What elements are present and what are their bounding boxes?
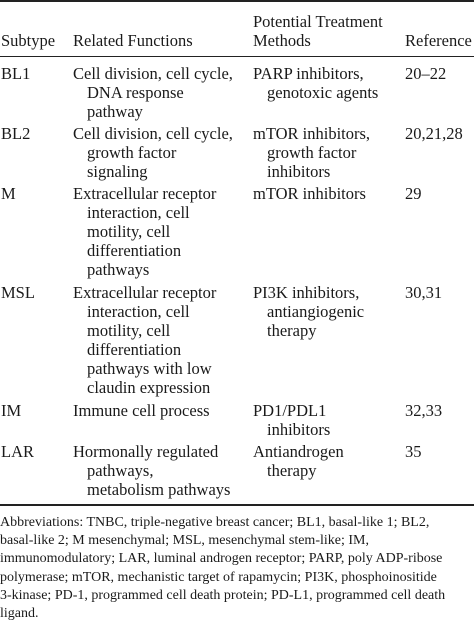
footnote-line: ligand.	[0, 606, 39, 622]
cell-functions: Immune cell process	[73, 401, 210, 420]
header-reference: Reference	[405, 31, 472, 50]
footnote-line: 3-kinase; PD-1, programmed cell death protein; PD-L1, programmed cell death	[0, 587, 446, 603]
cell-functions: Cell division, cell cycle, DNA response pathway	[73, 64, 233, 121]
cell-reference: 32,33	[405, 401, 443, 420]
cell-subtype: MSL	[1, 283, 35, 302]
cell-functions: Extracellular receptor interaction, cell motility, cell differentiation pathways with low claudin expression	[73, 283, 217, 397]
header-related-functions: Related Functions	[73, 31, 193, 50]
cell-subtype: LAR	[1, 442, 34, 461]
cell-reference: 20–22	[405, 64, 447, 83]
footnote	[0, 514, 474, 623]
top-rule	[0, 0, 474, 2]
cell-reference: 30,31	[405, 283, 443, 302]
cell-treatment: Antiandrogen therapy	[253, 442, 344, 480]
cell-subtype: IM	[1, 401, 22, 420]
cell-treatment: mTOR inhibitors	[253, 184, 366, 203]
footnote-line: polymerase; mTOR, mechanistic target of rapamycin; PI3K, phosphoinositide	[0, 569, 437, 585]
footnote-line: immunomodulatory; LAR, luminal androgen receptor; PARP, poly ADP-ribose	[0, 551, 443, 567]
cell-functions: Hormonally regulated pathways, metabolism pathways	[73, 442, 231, 499]
cell-subtype: BL2	[1, 124, 31, 143]
footnote-line: basal-like 2; M mesenchymal; MSL, mesenchymal stem-like; IM,	[0, 533, 369, 549]
cell-treatment: mTOR inhibitors, growth factor inhibitors	[253, 124, 371, 181]
cell-subtype: BL1	[1, 64, 31, 83]
cell-reference: 20,21,28	[405, 124, 463, 143]
footnote-line: Abbreviations: TNBC, triple-negative breast cancer; BL1, basal-like 1; BL2,	[0, 515, 430, 530]
cell-treatment: PI3K inhibitors, antiangiogenic therapy	[253, 283, 365, 340]
cell-treatment: PD1/PDL1 inhibitors	[253, 401, 331, 439]
cell-reference: 29	[405, 184, 422, 203]
cell-functions: Cell division, cell cycle, growth factor signaling	[73, 124, 233, 181]
header-rule	[0, 56, 474, 57]
header-treatment: Potential Treatment Methods	[253, 12, 383, 50]
cell-subtype: M	[1, 184, 16, 203]
cell-functions: Extracellular receptor interaction, cell motility, cell differentiation pathways	[73, 184, 217, 279]
cell-reference: 35	[405, 442, 422, 461]
header-subtype: Subtype	[1, 31, 56, 50]
cell-treatment: PARP inhibitors, genotoxic agents	[253, 64, 379, 102]
bottom-rule	[0, 504, 474, 506]
